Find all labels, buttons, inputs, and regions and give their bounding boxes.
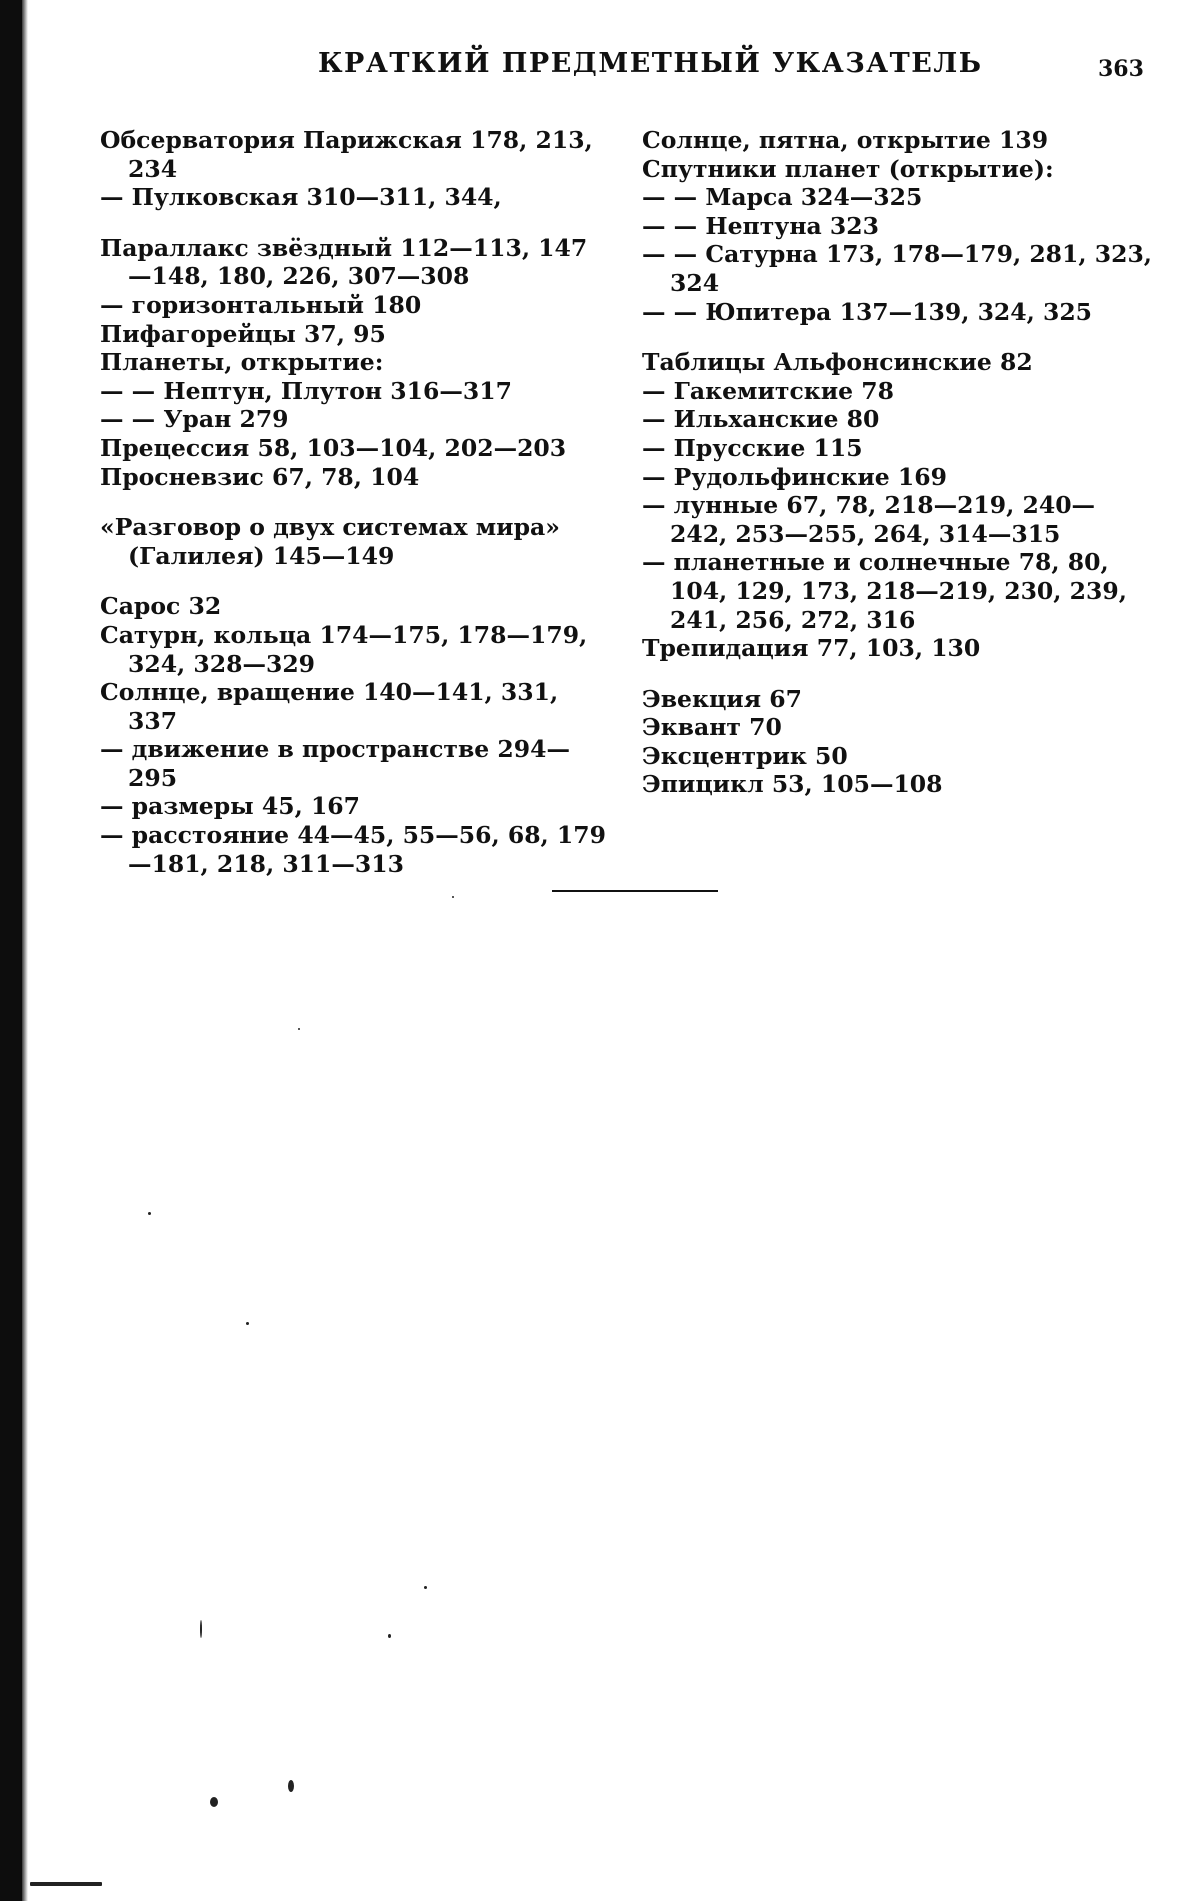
index-column-left — [100, 126, 610, 878]
index-entry: Сарос 32 — [100, 592, 222, 621]
index-entry: — — Сатурна 173, 178—179, 281, 323, 324 — [642, 240, 1152, 297]
scan-speck — [246, 1322, 249, 1325]
scan-speck — [30, 1882, 102, 1886]
index-entry: «Разговор о двух системах мира» (Галилея) 145—149 — [100, 513, 560, 570]
index-entry: Обсерватория Парижская 178, 213, 234 — [100, 126, 593, 183]
index-entry: — расстояние 44—45, 55—56, 68, 179—181, 218, 311—313 — [100, 821, 606, 878]
index-column-right — [642, 126, 1152, 799]
index-entry: — Гакемитские 78 — [642, 376, 895, 405]
index-entry: — — Нептун, Плутон 316—317 — [100, 376, 512, 405]
index-entry: Параллакс звёздный 112—113, 147—148, 180, 226, 307—308 — [100, 233, 588, 291]
end-rule — [552, 890, 718, 892]
index-entry: — Рудольфинские 169 — [642, 462, 947, 491]
scan-speck — [288, 1780, 294, 1792]
scan-speck — [148, 1212, 151, 1215]
index-entry: Трепидация 77, 103, 130 — [642, 634, 981, 663]
index-entry: — лунные 67, 78, 218—219, 240—242, 253—255, 264, 314—315 — [642, 491, 1096, 548]
page-header — [0, 48, 1200, 92]
scan-border — [0, 0, 22, 1901]
index-entry: — движение в пространстве 294—295 — [100, 735, 570, 792]
index-entry: Спутники планет (открытие): — [642, 154, 1054, 183]
index-entry: — — Юпитера 137—139, 324, 325 — [642, 297, 1093, 326]
index-entry: Планеты, открытие: — [100, 348, 384, 377]
index-entry: Сатурн, кольца 174—175, 178—179, 324, 328—329 — [100, 620, 588, 678]
index-entry: Таблицы Альфонсинские 82 — [642, 348, 1033, 377]
index-entry: — — Нептуна 323 — [642, 211, 879, 240]
scan-speck — [388, 1634, 391, 1638]
index-entry: — — Марса 324—325 — [642, 183, 923, 212]
index-entry: — размеры 45, 167 — [100, 792, 360, 821]
index-entry: Прецессия 58, 103—104, 202—203 — [100, 433, 567, 462]
index-entry: — — Уран 279 — [100, 405, 289, 434]
index-entry: Эксцентрик 50 — [642, 741, 848, 770]
scan-speck — [210, 1797, 218, 1807]
index-entry: Эвекция 67 — [642, 684, 802, 713]
scan-speck — [424, 1586, 427, 1589]
index-entry: Солнце, вращение 140—141, 331, 337 — [100, 678, 559, 735]
page-number: 363 — [1098, 56, 1144, 82]
index-entry: — планетные и солнечные 78, 80, 104, 129, 173, 218—219, 230, 239, 241, 256, 272, 316 — [642, 548, 1127, 634]
index-entry: Эквант 70 — [642, 713, 782, 742]
index-entry: — Прусские 115 — [642, 433, 863, 462]
page-title: КРАТКИЙ ПРЕДМЕТНЫЙ УКАЗАТЕЛЬ — [318, 48, 983, 79]
scan-speck — [200, 1620, 202, 1638]
index-entry: Эпицикл 53, 105—108 — [642, 770, 943, 799]
index-entry: — Ильханские 80 — [642, 405, 880, 434]
scan-speck — [452, 896, 454, 898]
index-entry: — Пулковская 310—311, 344, — [100, 183, 502, 212]
index-entry: Пифагорейцы 37, 95 — [100, 319, 386, 348]
scan-speck — [298, 1028, 300, 1030]
scan-border-shadow — [22, 0, 28, 1901]
index-entry: Солнце, пятна, открытие 139 — [642, 126, 1049, 154]
index-entry: — горизонтальный 180 — [100, 290, 422, 319]
index-entry: Просневзис 67, 78, 104 — [100, 462, 420, 491]
